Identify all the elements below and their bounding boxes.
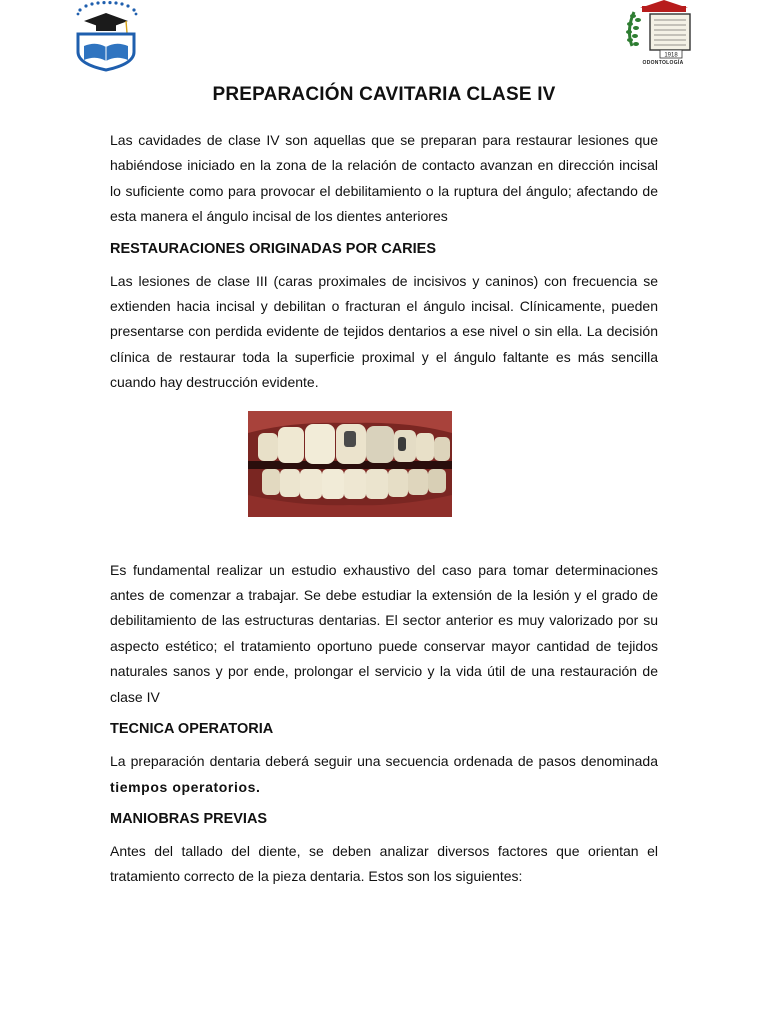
section-heading-technique: TECNICA OPERATORIA <box>110 721 274 738</box>
university-logo <box>70 0 142 74</box>
section-heading-caries: RESTAURACIONES ORIGINADAS POR CARIES <box>110 240 437 257</box>
seal-number: 1918 <box>664 52 678 59</box>
technique-bold-term: tiempos operatorios. <box>110 778 261 795</box>
technique-text: La preparación dentaria deberá seguir una secuencia ordenada de pasos denominada <box>110 753 658 770</box>
technique-paragraph <box>110 749 658 800</box>
maneuvers-paragraph: Antes del tallado del diente, se deben analizar diversos factores que orientan el tratamiento correcto de la pieza dentaria. Estos son los siguientes: <box>110 842 658 885</box>
faculty-logo-caption: ODONTOLOGÍA <box>642 60 684 66</box>
section-heading-maneuvers: MANIOBRAS PREVIAS <box>110 810 268 827</box>
document-body <box>110 84 658 890</box>
intro-paragraph: Las cavidades de clase IV son aquellas que se preparan para restaurar lesiones que habiéndose iniciado en la zona de la relación de contacto avanzan en dirección incisal lo suficiente como para provocar el debilitamiento o la ruptura del ángulo; afectando de esta manera el ángulo incisal de los dientes anteriores <box>110 132 658 225</box>
faculty-seal-icon <box>624 0 702 62</box>
page-title: PREPARACIÓN CAVITARIA CLASE IV <box>212 84 556 105</box>
caries-paragraph: Las lesiones de clase III (caras proximales de incisivos y caninos) con frecuencia se extienden hacia incisal y debilitan o fracturan el ángulo incisal. Clínicamente, pueden presentarse con perdida evidente de tejidos dentarios a ese nivel o sin ella. La decisión clínica de restaurar toda la superficie proximal y el ángulo faltante es más sencilla cuando hay destrucción evidente. <box>110 272 658 391</box>
study-paragraph: Es fundamental realizar un estudio exhaustivo del caso para tomar determinaciones antes de comenzar a trabajar. Se debe estudiar la extensión de la lesión y el grado de debilitamiento de las estructuras dentarias. El sector anterior es muy valorizado por su aspecto estético; el tratamiento oportuno puede conservar mayor cantidad de tejidos naturales sanos y por ende, prolongar el servicio y la vida útil de una restauración de clase IV <box>110 561 658 705</box>
faculty-logo <box>624 0 702 72</box>
teeth-photo <box>248 411 452 517</box>
